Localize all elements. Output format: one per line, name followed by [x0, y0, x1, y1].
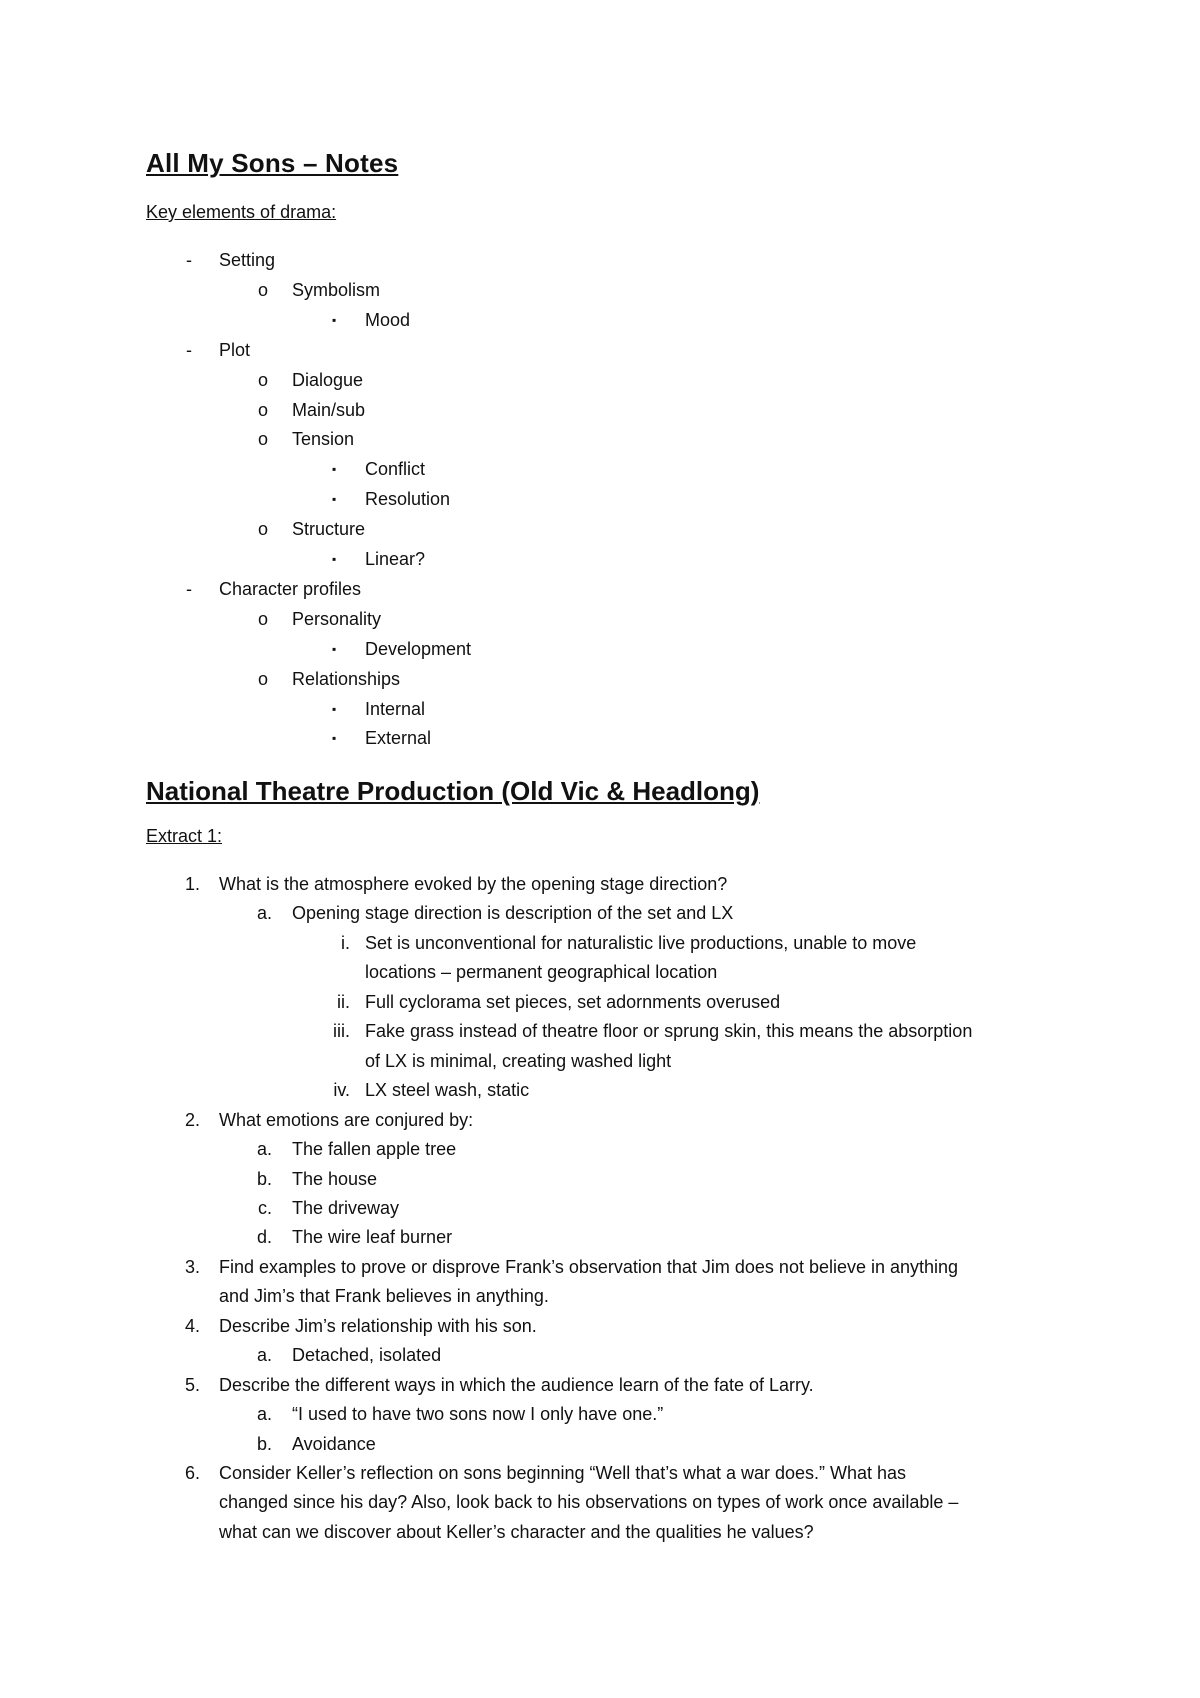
list-item-text: Personality — [292, 608, 382, 629]
list-item-text: Resolution — [365, 489, 451, 510]
list-marker: o — [258, 429, 269, 450]
question-item — [0, 1312, 1200, 1340]
list-item-text: The wire leaf burner — [292, 1227, 453, 1248]
list-item-text: Full cyclorama set pieces, set adornments overused — [365, 991, 781, 1012]
list-item-text: External — [365, 728, 432, 749]
list-item-text: Detached, isolated — [292, 1345, 442, 1366]
list-marker: ▪ — [332, 312, 337, 327]
list-item-text: Mood — [365, 309, 411, 330]
list-item-text: “I used to have two sons now I only have one.” — [292, 1404, 664, 1425]
list-marker: 1. — [184, 874, 200, 894]
outline-item — [0, 485, 1200, 513]
list-item-text: of LX is minimal, creating washed light — [365, 1050, 672, 1071]
list-marker: ii. — [337, 991, 350, 1012]
list-item-text: Setting — [219, 250, 276, 270]
list-item-text: Tension — [292, 429, 355, 450]
list-marker: ▪ — [332, 462, 337, 477]
question-item — [0, 988, 1200, 1016]
outline-item — [0, 306, 1200, 334]
list-item-text: Set is unconventional for naturalistic live productions, unable to move — [365, 932, 917, 953]
outline-item — [0, 635, 1200, 663]
outline-item — [0, 515, 1200, 543]
outline-item — [0, 545, 1200, 573]
list-item-text: LX steel wash, static — [365, 1080, 530, 1101]
outline-item — [0, 246, 1200, 274]
list-marker: 5. — [184, 1374, 200, 1395]
list-marker: - — [186, 578, 192, 599]
list-item-text: changed since his day? Also, look back to his observations on types of work once available – — [219, 1492, 959, 1513]
question-item — [0, 1017, 1200, 1045]
list-item-text: and Jim’s that Frank believes in anything. — [219, 1286, 549, 1307]
question-item — [0, 1400, 1200, 1428]
list-marker: a. — [256, 1139, 272, 1160]
question-item — [0, 899, 1200, 927]
list-item-text: Internal — [365, 698, 426, 719]
outline-item — [0, 455, 1200, 483]
question-item — [0, 1282, 1200, 1310]
list-item-text: locations – permanent geographical location — [365, 962, 718, 983]
question-item — [0, 1371, 1200, 1399]
outline-item — [0, 366, 1200, 394]
list-marker: 4. — [184, 1315, 200, 1336]
list-marker: a. — [256, 903, 272, 924]
list-item-text: Avoidance — [292, 1433, 376, 1454]
list-item-text: What is the atmosphere evoked by the opening stage direction? — [219, 874, 728, 894]
list-item-text: Describe the different ways in which the audience learn of the fate of Larry. — [219, 1374, 814, 1395]
document-title: All My Sons – Notes — [146, 148, 399, 178]
outline-item — [0, 605, 1200, 633]
question-item — [0, 1518, 1200, 1546]
question-item — [0, 958, 1200, 986]
question-item — [0, 929, 1200, 957]
list-marker: - — [186, 339, 192, 360]
list-marker: o — [258, 399, 269, 420]
list-marker: b. — [256, 1168, 272, 1189]
list-item-text: Symbolism — [292, 279, 381, 300]
list-marker: - — [186, 250, 192, 270]
question-item — [0, 1165, 1200, 1193]
list-item-text: Describe Jim’s relationship with his son. — [219, 1315, 537, 1336]
list-marker: 2. — [184, 1109, 200, 1130]
question-item — [0, 1488, 1200, 1516]
list-item-text: Character profiles — [219, 578, 362, 599]
list-item-text: what can we discover about Keller’s character and the qualities he values? — [219, 1521, 814, 1542]
question-item — [0, 870, 1200, 898]
section-heading: National Theatre Production (Old Vic & Headlong) — [146, 776, 760, 806]
list-item-text: Linear? — [365, 549, 426, 569]
list-item-text: Structure — [292, 519, 366, 540]
question-item — [0, 1106, 1200, 1134]
list-item-text: The fallen apple tree — [292, 1139, 457, 1160]
list-item-text: Main/sub — [292, 399, 366, 420]
list-marker: o — [258, 279, 269, 300]
question-item — [0, 1430, 1200, 1458]
list-item-text: What emotions are conjured by: — [219, 1109, 474, 1130]
list-marker: c. — [257, 1197, 272, 1218]
list-item-text: Opening stage direction is description of the set and LX — [292, 903, 734, 924]
question-item — [0, 1341, 1200, 1369]
list-marker: 3. — [184, 1256, 200, 1277]
outline-item — [0, 276, 1200, 304]
list-marker: ▪ — [332, 731, 337, 746]
list-item-text: Plot — [219, 339, 251, 360]
outline-item — [0, 575, 1200, 603]
list-item-text: Relationships — [292, 668, 401, 689]
list-marker: ▪ — [332, 492, 337, 507]
outline-item — [0, 336, 1200, 364]
outline-item — [0, 695, 1200, 723]
list-marker: a. — [256, 1404, 272, 1425]
outline-item — [0, 396, 1200, 424]
list-item-text: Consider Keller’s reflection on sons beginning “Well that’s what a war does.” What has — [219, 1463, 907, 1483]
list-marker: i. — [341, 932, 350, 953]
question-item — [0, 1076, 1200, 1104]
list-marker: a. — [256, 1345, 272, 1366]
question-item — [0, 1459, 1200, 1487]
list-marker: o — [258, 668, 269, 689]
list-marker: ▪ — [332, 552, 337, 566]
question-item — [0, 1135, 1200, 1163]
list-marker: ▪ — [332, 701, 337, 716]
question-item — [0, 1253, 1200, 1281]
extract-heading: Extract 1: — [146, 826, 223, 846]
list-marker: o — [258, 369, 269, 390]
list-item-text: Dialogue — [292, 369, 364, 390]
list-item-text: The house — [292, 1168, 378, 1189]
list-item-text: Conflict — [365, 459, 426, 480]
question-item — [0, 1194, 1200, 1222]
list-marker: 6. — [184, 1463, 200, 1483]
outline-item — [0, 425, 1200, 453]
outline-item — [0, 724, 1200, 752]
list-marker: ▪ — [332, 641, 337, 656]
list-marker: b. — [256, 1433, 272, 1454]
list-item-text: Fake grass instead of theatre floor or sprung skin, this means the absorption — [365, 1021, 973, 1042]
list-item-text: Find examples to prove or disprove Frank’s observation that Jim does not believe in anything — [219, 1256, 959, 1277]
list-marker: o — [258, 519, 269, 540]
outline-item — [0, 665, 1200, 693]
question-item — [0, 1047, 1200, 1075]
list-marker: d. — [256, 1227, 272, 1248]
list-marker: iv. — [333, 1080, 350, 1101]
question-item — [0, 1223, 1200, 1251]
list-marker: o — [258, 608, 269, 629]
list-marker: iii. — [333, 1021, 350, 1042]
key-elements-heading: Key elements of drama: — [146, 202, 337, 222]
list-item-text: The driveway — [292, 1197, 400, 1218]
list-item-text: Development — [365, 638, 472, 659]
